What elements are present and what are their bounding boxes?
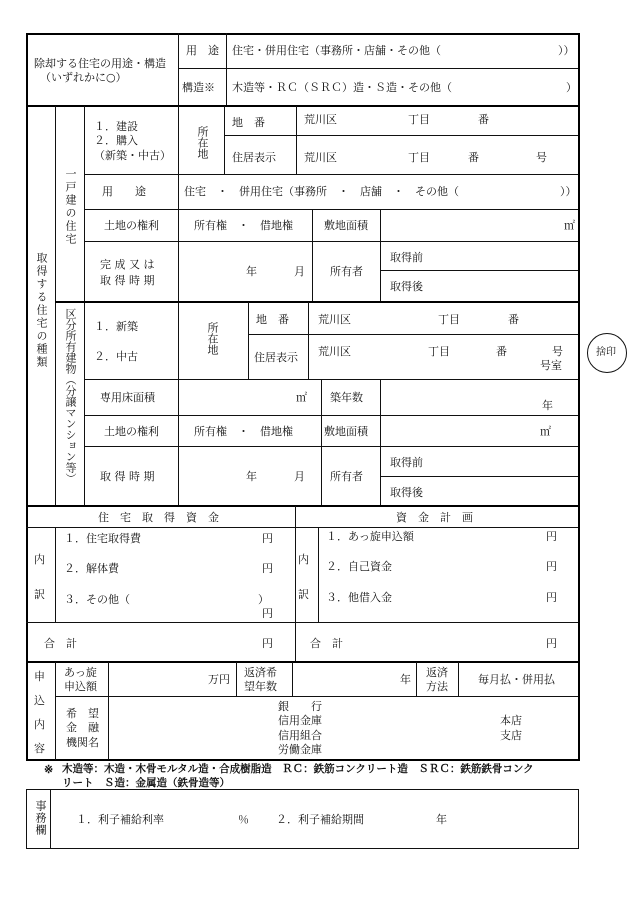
remove-subtitle: （いずれかに○）: [40, 71, 127, 84]
house-address-ward: 荒川区: [304, 151, 337, 164]
use-options-close: ））: [558, 44, 575, 57]
use-label: 用 途: [186, 44, 219, 57]
house-land-area-unit: ㎡: [564, 219, 575, 232]
funds-right-item-2: ２．自己資金: [326, 560, 392, 573]
condo-acquire-time-label: 取 得 時 期: [100, 470, 155, 483]
condo-address-chome: 丁目: [428, 345, 450, 358]
apply-bank-type-shinkin[interactable]: 信用金庫: [278, 714, 322, 727]
apply-side-2: 込: [34, 694, 45, 707]
office-rate-label: １．利子補給利率: [76, 813, 164, 826]
condo-land-area-unit: ㎡: [540, 425, 551, 438]
apply-bank-label-2: 金 融: [66, 721, 99, 734]
apply-side-3: 内: [34, 718, 45, 731]
funds-left-total: 合 計: [44, 637, 77, 650]
remove-title: 除却する住宅の用途・構造: [34, 57, 166, 70]
funds-left-total-yen: 円: [262, 637, 273, 650]
condo-label: 区分所有建物（分譲マンション等）: [64, 308, 77, 484]
condo-address-ban: 番: [496, 345, 507, 358]
funds-left-item-3-yen: 円: [262, 607, 273, 620]
funds-left-title: 住 宅 取 得 資 金: [98, 511, 219, 524]
condo-address-go: 号: [552, 345, 563, 358]
condo-owner-after: 取得後: [390, 486, 423, 499]
note-line-2: リート Ｓ造：金属造（鉄骨造等）: [62, 777, 230, 789]
house-complete-month: 月: [294, 265, 305, 278]
funds-right-item-3: ３．他借入金: [326, 591, 392, 604]
condo-lot-ban: 番: [508, 313, 519, 326]
condo-address-room: 号室: [540, 359, 562, 372]
funds-left-item-3-close: ）: [258, 593, 269, 606]
office-period-label: ２．利子補給期間: [276, 813, 364, 826]
funds-right-item-3-yen: 円: [546, 591, 557, 604]
funds-right-breakdown-1: 内: [298, 553, 309, 566]
funds-right-item-2-yen: 円: [546, 560, 557, 573]
apply-bank-type-rokin[interactable]: 労働金庫: [278, 743, 322, 756]
house-lot-ward: 荒川区: [304, 113, 337, 126]
house-option-new-used[interactable]: （新築・中古）: [94, 149, 171, 162]
funds-right-item-1: １．あっ旋申込額: [326, 530, 414, 543]
funds-left-breakdown-2: 訳: [34, 588, 45, 601]
apply-amount-unit: 万円: [208, 673, 230, 686]
house-lot-chome: 丁目: [408, 113, 430, 126]
house-use-close: ））: [560, 185, 577, 198]
funds-left-breakdown-1: 内: [34, 553, 45, 566]
condo-land-area-label: 敷地面積: [324, 425, 368, 438]
house-address-chome: 丁目: [408, 151, 430, 164]
funds-left-item-1: １．住宅取得費: [64, 532, 141, 545]
apply-method-options[interactable]: 毎月払・併用払: [478, 673, 555, 686]
funds-right-item-1-yen: 円: [546, 530, 557, 543]
apply-method-label-1: 返済: [426, 666, 448, 679]
note-mark: ※: [44, 763, 54, 776]
house-owner-before: 取得前: [390, 251, 423, 264]
structure-label: 構造※: [182, 81, 215, 94]
condo-option-used[interactable]: ２．中古: [94, 350, 138, 363]
stamp-label: 捨印: [596, 347, 616, 358]
stamp-circle: [587, 333, 627, 373]
apply-bank-type-kumiai[interactable]: 信用組合: [278, 729, 322, 742]
condo-age-unit: 年: [542, 399, 553, 412]
house-option-buy[interactable]: ２．購入: [94, 134, 138, 147]
note-line-1: 木造等：木造・木骨モルタル造・合成樹脂造 ＲＣ：鉄筋コンクリート造 ＳＲＣ：鉄筋鉄骨コンク: [62, 763, 534, 775]
office-rate-unit: ％: [238, 813, 249, 826]
apply-side-4: 容: [34, 742, 45, 755]
use-options[interactable]: 住宅・併用住宅（事務所・店舗・その他（: [232, 44, 441, 57]
house-complete-label-1: 完 成 又 は: [100, 258, 155, 271]
condo-acquire-month: 月: [294, 470, 305, 483]
office-label: 事務欄: [34, 800, 47, 836]
condo-land-right-label: 土地の権利: [104, 425, 159, 438]
funds-left-item-1-yen: 円: [262, 532, 273, 545]
apply-bank-label-1: 希 望: [66, 707, 99, 720]
condo-age-label: 築年数: [330, 391, 363, 404]
house-address-go: 号: [536, 151, 547, 164]
funds-left-item-2-yen: 円: [262, 562, 273, 575]
condo-location-label: 所在地: [206, 322, 219, 355]
house-option-build[interactable]: １．建設: [94, 120, 138, 133]
condo-floor-area-label: 専用床面積: [100, 391, 155, 404]
acquire-type-label: 取得する住宅の種類: [35, 252, 48, 369]
apply-side-1: 申: [34, 670, 45, 683]
house-complete-year: 年: [246, 265, 257, 278]
funds-right-total: 合 計: [310, 637, 343, 650]
house-use-options[interactable]: 住宅 ・ 併用住宅（事務所 ・ 店舗 ・ その他（: [184, 185, 459, 198]
condo-lot-ward: 荒川区: [318, 313, 351, 326]
house-complete-label-2: 取 得 時 期: [100, 274, 155, 287]
structure-options[interactable]: 木造等・ＲＣ（ＳＲＣ）造・Ｓ造・その他（: [232, 81, 452, 94]
house-address-label: 住居表示: [232, 151, 276, 164]
structure-options-close: ）: [566, 81, 577, 94]
condo-address-ward: 荒川区: [318, 345, 351, 358]
funds-left-item-2: ２．解体費: [64, 562, 119, 575]
apply-bank-type-bank[interactable]: 銀 行: [278, 700, 322, 713]
detached-house-label: 一戸建の住宅: [64, 168, 77, 246]
house-land-right-options[interactable]: 所有権 ・ 借地権: [194, 219, 293, 232]
house-address-ban: 番: [468, 151, 479, 164]
office-period-unit: 年: [436, 813, 447, 826]
condo-floor-area-unit: ㎡: [296, 391, 307, 404]
condo-address-label: 住居表示: [254, 351, 298, 364]
apply-amount-label-1: あっ旋: [64, 666, 97, 679]
house-lot-ban: 番: [478, 113, 489, 126]
funds-right-breakdown-2: 訳: [298, 588, 309, 601]
funds-right-title: 資 金 計 画: [396, 511, 473, 524]
house-land-area-label: 敷地面積: [324, 219, 368, 232]
house-owner-label: 所有者: [330, 265, 363, 278]
apply-branch-sub[interactable]: 支店: [500, 729, 522, 742]
funds-right-total-yen: 円: [546, 637, 557, 650]
house-use-label: 用 途: [102, 185, 146, 198]
house-land-right-label: 土地の権利: [104, 219, 159, 232]
house-lot-label: 地 番: [232, 116, 265, 129]
condo-owner-label: 所有者: [330, 470, 363, 483]
apply-term-unit: 年: [400, 673, 411, 686]
house-owner-after: 取得後: [390, 280, 423, 293]
condo-land-right-options[interactable]: 所有権 ・ 借地権: [194, 425, 293, 438]
apply-branch-head[interactable]: 本店: [500, 714, 522, 727]
condo-lot-label: 地 番: [256, 313, 289, 326]
apply-amount-label-2: 申込額: [64, 680, 97, 693]
apply-bank-label-3: 機関名: [66, 736, 99, 749]
condo-option-new[interactable]: １．新築: [94, 320, 138, 333]
condo-lot-chome: 丁目: [438, 313, 460, 326]
apply-term-label-2: 望年数: [244, 680, 277, 693]
condo-acquire-year: 年: [246, 470, 257, 483]
funds-left-item-3: ３．その他（: [64, 593, 130, 606]
apply-term-label-1: 返済希: [244, 666, 277, 679]
apply-method-label-2: 方法: [426, 680, 448, 693]
condo-owner-before: 取得前: [390, 456, 423, 469]
house-location-label: 所在地: [196, 126, 209, 159]
